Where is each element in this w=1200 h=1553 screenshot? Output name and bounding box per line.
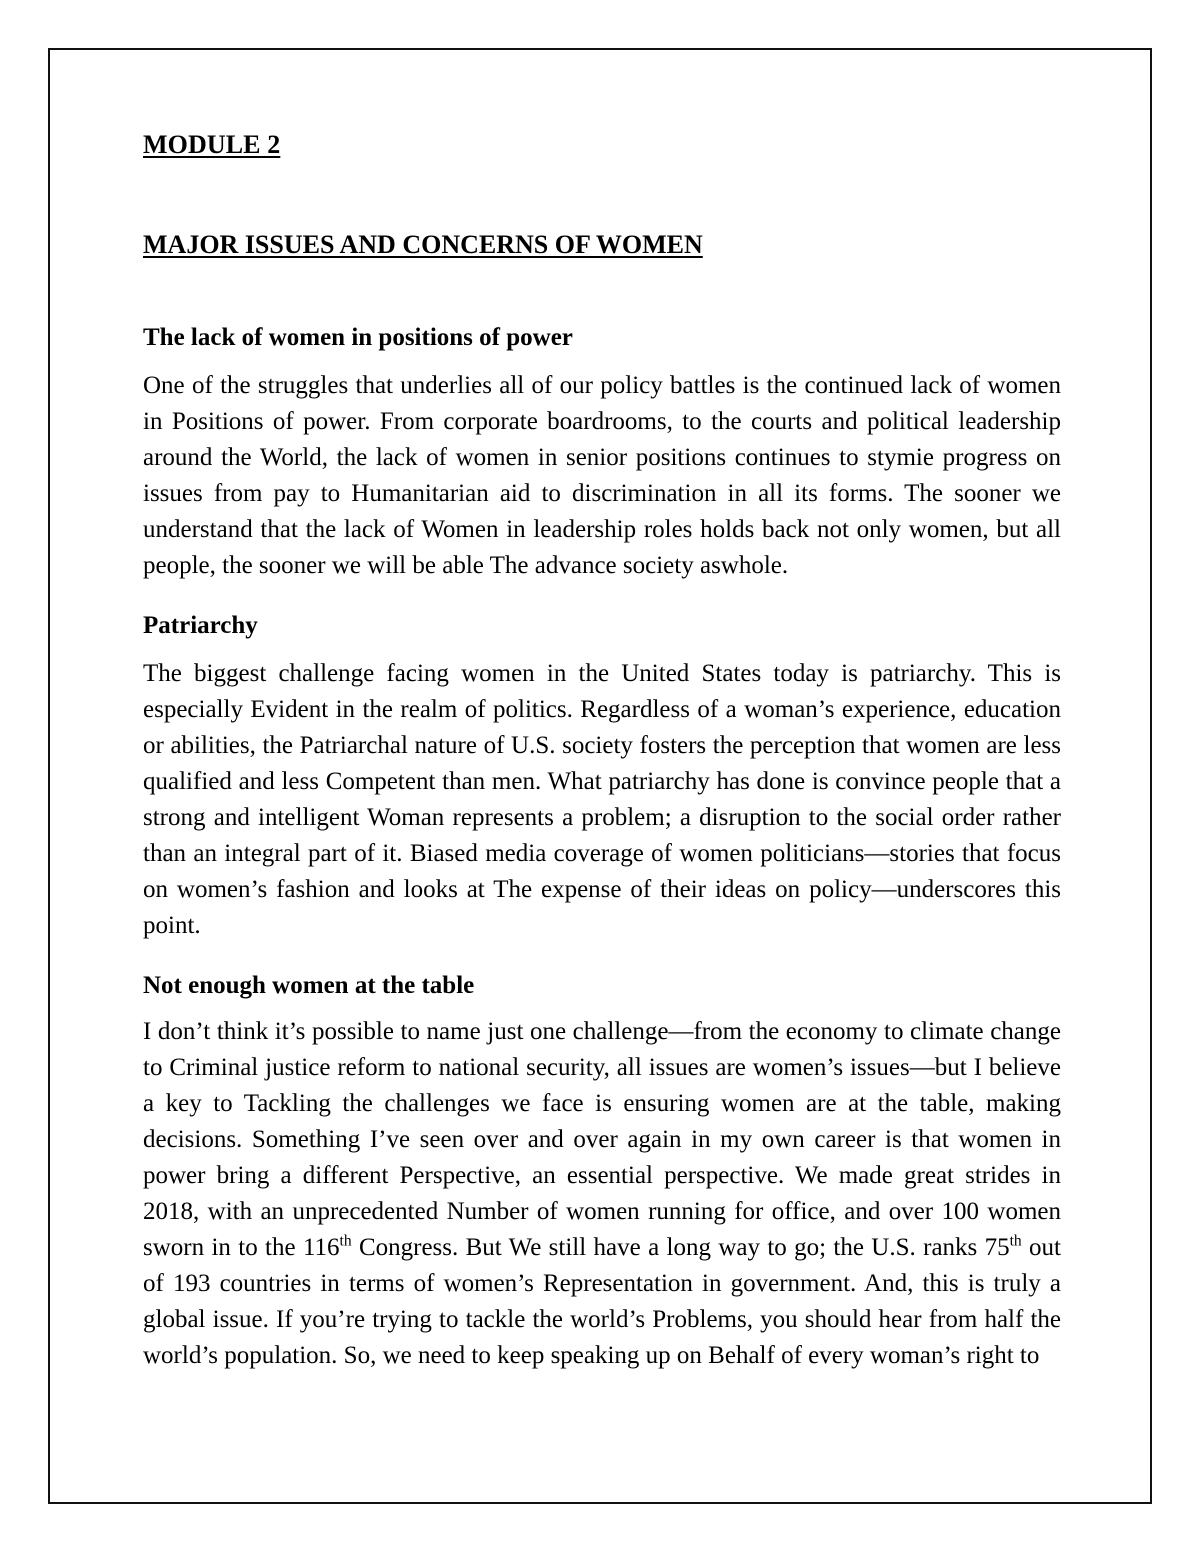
body-text-segment-2: Congress. But We still have a long way to go; the U.S. ranks 75 [351,1234,1010,1261]
ordinal-superscript-116th: th [339,1232,352,1250]
section-body-not-enough-women [143,1014,1061,1374]
ordinal-superscript-75th: th [1009,1232,1022,1250]
section-body-patriarchy: The biggest challenge facing women in the United States today is patriarchy. This is especially Evident in the realm of politics. Regardless of a woman’s experience, education or abilities, the Patriarchal nature of U.S. society fosters the perception that women are less qualified and less Competent than men. What patriarchy has done is convince people that a strong and intelligent Woman represents a problem; a disruption to the social order rather than an integral part of it. Biased media coverage of women politicians—stories that focus on women’s fashion and looks at The expense of their ideas on policy—underscores this point. [143,660,1061,939]
body-text-segment-1: I don’t think it’s possible to name just one challenge—from the economy to climate change to Criminal justice reform to national security, all issues are women’s issues—but I believe a key to Tackling the challenges we face is ensuring women are at the table, making decisions. Something I’ve seen over and over again in my own career is that women in power bring a different Perspective, an essential perspective. We made great strides in 2018, with an unprecedented Number of women running for office, and over 100 women sworn in to the 116 [143,1018,1061,1261]
section-body-lack-of-women: One of the struggles that underlies all of our policy battles is the continued lack of women in Positions of power. From corporate boardrooms, to the courts and political leadership around the World, the lack of women in senior positions continues to stymie progress on issues from pay to Humanitarian aid to discrimination in all its forms. The sooner we understand that the lack of Women in leadership roles holds back not only women, but all people, the sooner we will be able The advance society aswhole. [143,372,1061,579]
section-heading-not-enough-women: Not enough women at the table [143,972,475,999]
module-heading-text: MODULE 2 [143,130,281,159]
body-text-segment-3: out of 193 countries in terms of women’s Representation in government. And, this is truly a global issue. If you’re trying to tackle the world’s Problems, you should hear from half the world’s population. So, we need to keep speaking up on Behalf of every woman’s right to [143,1234,1061,1369]
page-title-text: MAJOR ISSUES AND CONCERNS OF WOMEN [143,230,703,259]
section-heading-lack-of-women: The lack of women in positions of power [143,324,573,351]
module-heading [143,130,1061,160]
document-content [143,130,1061,1374]
page-title [143,230,1061,260]
section-heading-patriarchy: Patriarchy [143,612,258,639]
